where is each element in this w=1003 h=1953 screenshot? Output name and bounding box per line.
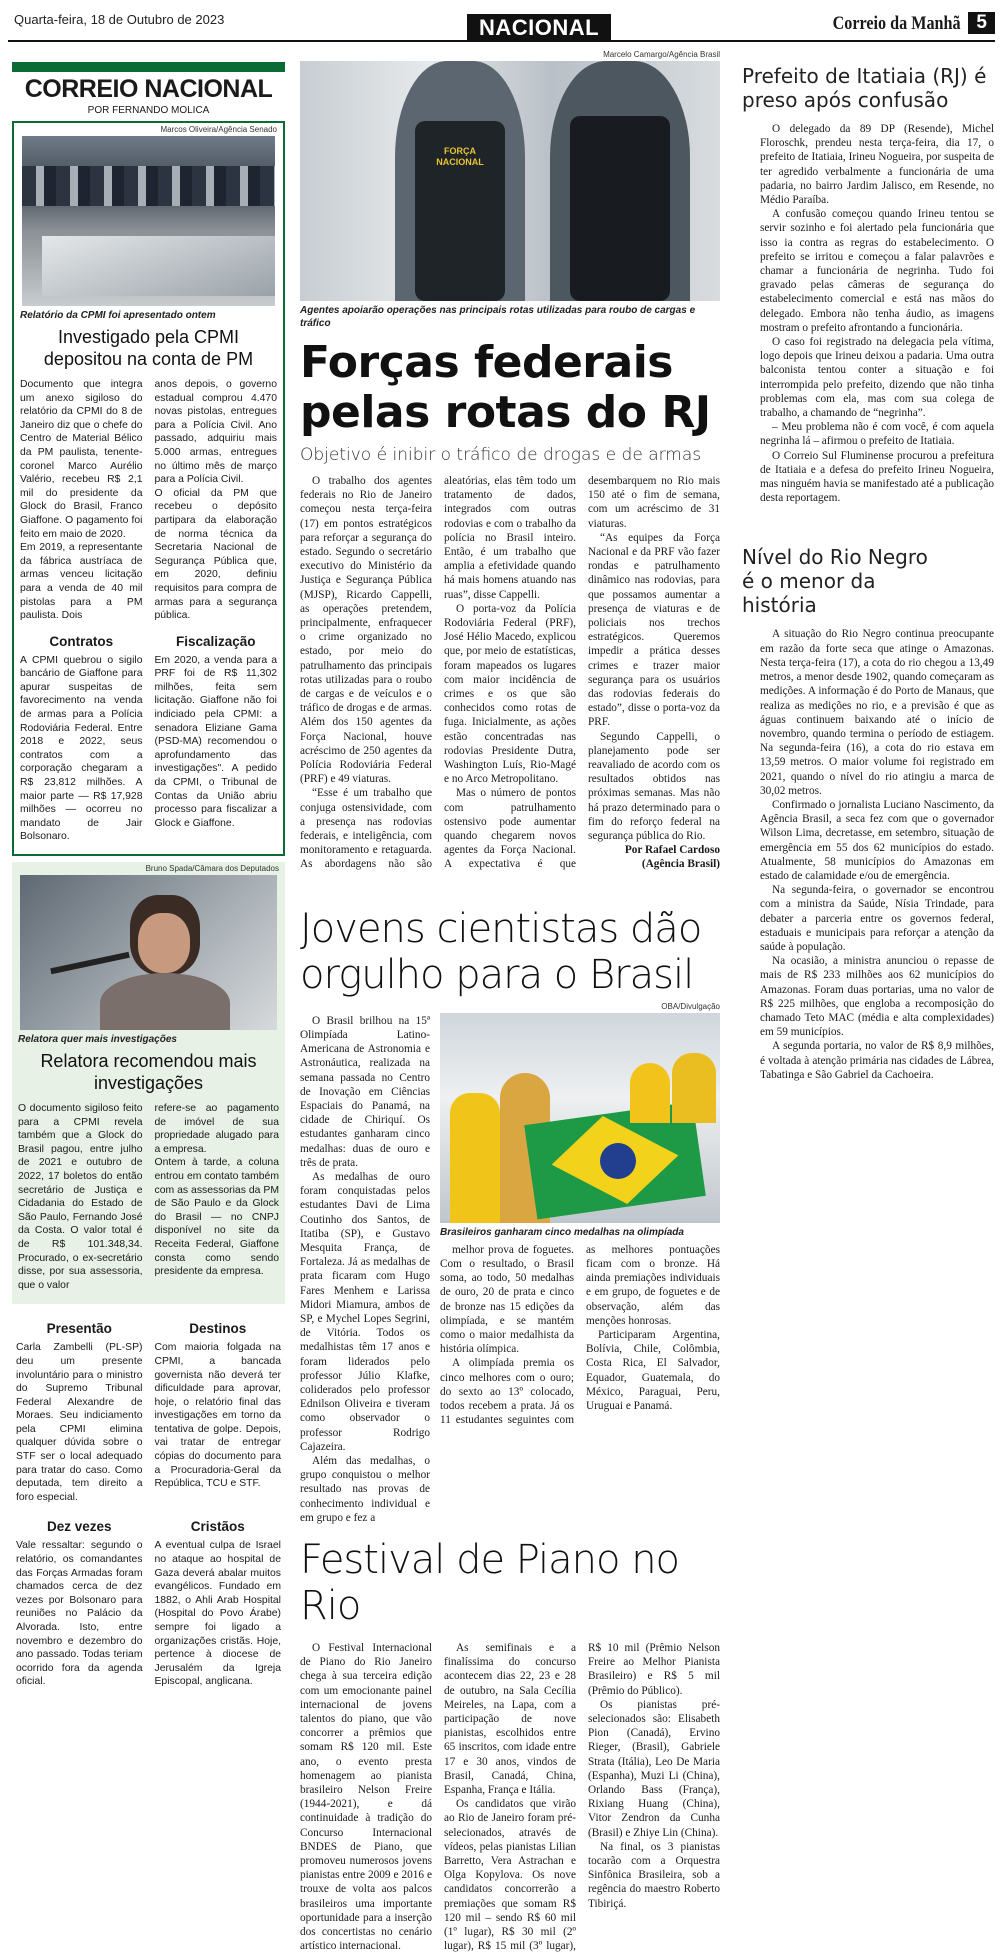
paragraph: O oficial da PM que recebeu o depósito partipara da elaboração de norma técnica da Secretaria Nacional de Segurança Pública que, em 2020, definiu requisitos para compra de armas para a segurança pública. [154,487,277,622]
paragraph: O documento sigiloso feito para a CPMI revela também que a Glock do Brasil pagou, entre julho de 2021 e outubro de 2022, 17 boletos do então secretário de Justiça e Cidadania do Estado de São Paulo, Fernando José da Costa. O valor total é de R$ 101.348,34. Procurado, o ex-secretário disse, por sua assessoria, que o valor [18,1103,143,1291]
paragraph: Com maioria folgada na CPMI, a bancada governista não deverá ter dificuldade para aprovar, hoje, o relatório final das investigações em torno da tentativa de golpe. Depois, vai tratar de entregar cópias do documento para a Procuradoria-Geral da República, TCU e STF. [154,1342,281,1490]
middle-column [300,50,720,1953]
story-text-col-b [155,1102,280,1279]
jovens-right-block [440,1002,720,1428]
paragraph: Ontem à tarde, a coluna entrou em contato também com as assessorias da PM de São Paulo e da Glock do Brasil — no CNPJ disponível no site da Receita Federal, Giaffone consta como sendo presidente da empresa. [154,1157,279,1278]
paragraph: A confusão começou quando Irineu tentou se servir sozinho e foi alertado pela funcionária que isso ia contra as regras do estabelecimento. O prefeito se irritou e começou a falar palavrões e chamar a funcionária de negrinha. Tudo foi gravado pelas câmeras de segurança do estabelecimento comercial e está nas mãos do delegado. Embora não tenha áudio, as imagens mostram o prefeito afrontando a funcionária. [760,208,994,334]
paragraph: O delegado da 89 DP (Resende), Michel Floroschk, prendeu nesta terça-feira, dia 17, o prefeito de Itatiaia, Irineu Nogueira, por suspeita de ter agredido verbalmente a funcionária de uma padaria, no bairro Jardim Jalisco, em Resende, no Médio Paraíba. [760,123,994,207]
paragraph: Mas o número de pontos com patrulhamento ostensivo pode aumentar quando chegarem novos agentes da Força Nacional. A expectativa é que desembarquem no Rio mais 150 até o fim de semana, com um acréscimo de 31 viaturas. [444,475,720,871]
photo-credit: OBA/Divulgação [661,1001,720,1011]
paragraph: A olimpíada premia os cinco melhores com o ouro; do sexto ao 13º colocado, todos recebem a prata. Já os 11 estudantes seguintes com as melhores pontuações ficam com o bronze. Há ainda premiações individuais e em grupo, de foguetes e de observação, além das menções honrosas. [440,1243,720,1427]
paragraph: Carla Zambelli (PL-SP) deu um presente involuntário para o ministro do Supremo Tribunal Federal Alexandre de Moraes. Seu indiciamento pela CPMI elimina qualquer dúvida sobre o STF ser o local adequado para tratar do caso. Como deputada, tem direito a foro especial. [16,1342,143,1503]
paragraph: Os pianistas pré-selecionados são: Elisabeth Pion (Canadá), Ervino Rieger, (Brasil), Gabriele Strata (Itália), Leo De Maria (Espanha), Muzi Li (China), Orlando Bass (França), Rixiang Huang (China), Vitor Zendron da Cunha (Brasil) e Zhiye Lin (China). [588,1698,720,1839]
paragraph: O Correio Sul Fluminense procurou a prefeitura de Itatiaia e a defesa do prefeito Irineu Nogueira, mas ninguém havia se manifestado até a publicação desta reportagem. [760,449,994,505]
story-headline: Jovens cientistas dão orgulho para o Brasil [300,905,702,998]
paragraph: Na ocasião, a ministra anunciou o repasse de mais de R$ 233 milhões aos 62 municípios do Amazonas. Foram duas portarias, uma no valor de R$ 225 milhões, que engloba a recomposição do chamado Teto MAC (média e alta complexidades) em 59 municípios. [760,955,994,1039]
story-headline: Investigado pela CPMI depositou na conta de PM [43,327,254,369]
vest-label: FORÇA NACIONAL [436,146,484,167]
note-cristaos [155,1516,282,1689]
paragraph: Em 2019, a representante da fábrica austríaca de armas venceu licitação para a venda de 40 mil pistolas para a PM paulista. Dois [20,542,143,622]
paragraph: melhor prova de foguetes. Com o resultado, o Brasil soma, ao todo, 50 medalhas de ouro, 20 de prata e cinco de bronze nas 15 edições da olimpíada, e se mantém como o maior medalhista da história olímpica. [440,1243,574,1356]
column-green-bar [12,62,285,72]
paragraph: refere-se ao pagamento de imóvel de sua propriedade alugado para a empresa. [154,1103,279,1155]
column-story-1 [12,121,285,856]
prefeito-text [760,122,994,505]
subsection-contratos [20,631,143,844]
relatora-photo [20,875,277,1030]
story-text-col-a [18,1102,143,1292]
paragraph: O Brasil brilhou na 15ª Olimpíada Latino-Americana de Astronomia e Astronáutica, realizada na semana passada no Centro de Inovação em Ciências Espaciais do Panamá, na cidade de Chiriquí. Os estudantes ganharam cinco medalhas: duas de ouro e três de prata. [300,1014,430,1169]
rionegro-text [760,627,994,1082]
federal-agents-photo [300,61,720,301]
story-text-col-a [20,378,143,623]
note-destinos [155,1318,282,1491]
paragraph: Além das medalhas, o grupo conquistou o melhor resultado nas provas de conhecimento individual e em grupo e fez a [300,1454,430,1524]
edition-date: Quarta-feira, 18 de Outubro de 2023 [14,12,225,27]
story-text-col-b [155,378,278,623]
paragraph: Vale ressaltar: segundo o relatório, os comandantes das Forças Armadas foram chamados cerca de dez vezes por Bolsonaro para reuniões no Palácio da Alvorada. Isto, entre novembro e dezembro do ano passado. Todas teriam ocorrido fora da agenda oficial. [16,1540,143,1688]
paragraph: “Esse é um trabalho que conjuga ostensividade, com a presença nas rodovias federais, e inteligência, com monitoramento e retaguarda. As abordagens não são aleatórias, elas têm todo um tratamento de dados, integrados com outras rodovias e com o trabalho da polícia no Brasil inteiro. Então, é um trabalho que amplia a efetividade quando há mais homens atuando nas ruas”, disse Cappelli. [300,475,576,871]
page-number: 5 [968,12,995,34]
jovens-text-left [300,1002,430,1525]
students-photo [440,1013,720,1223]
section-label: NACIONAL [467,14,611,42]
paragraph: Confirmado o jornalista Luciano Nascimento, da Agência Brasil, a seca fez com que o governador Wilson Lima, decretasse, em setembro, situação de emergência em 55 dos 62 municípios do estado. Atualmente, 58 municípios do Amazonas em estado de calamidade e/ou de emergência. [760,798,994,882]
paragraph: As semifinais e a finalíssima do concurso acontecem dias 22, 23 e 28 de outubro, na Sala Cecília Meireles, na Lapa, com a participação de nove pianistas, escolhidos entre 65 inscritos, com idade entre 17 e 30 anos, vindos de Brasil, Canadá, China, Espanha, França e Itália. [444,1642,576,1797]
cpmi-photo [22,136,275,306]
paragraph: Na final, os 3 pianistas tocarão com a Orquestra Sinfônica Brasileira, sob a regência do maestro Roberto Tibiriçá. [588,1840,720,1910]
paragraph: As medalhas de ouro foram conquistadas pelos estudantes Davi de Lima Coutinho dos Santos, de Itatiba (SP), e Gustavo Mesquita França, de Fortaleza. Já as medalhas de prata ficaram com Hugo Fares Menhem e Larissa Midori Miamura, ambos de SP, e Mychel Lopes Segrini, de Vitória. Todos os medalhistas têm 17 anos e foram liderados pelo professor Júlio Klafke, coliderados pelo professor Ednilson Oliveira e tiveram como observador o professor Rodrigo Cajazeira. [300,1170,430,1453]
paragraph: O Festival Internacional de Piano do Rio Janeiro chega à sua terceira edição com um emocionante painel internacional de jovens talentos do piano, que vão concorrer a prêmios que somam R$ 120 mil. Este ano, o evento presta homenagem ao pianista brasileiro Nelson Freire (1944-2021), e dá continuidade à tradição do Concurso Internacional BNDES de Piano, que promoveu numerosos jovens pianistas entre 2009 e 2016 e trouxe de volta aos palcos brasileiros uma importante oportunidade para a inserção dos concertistas no cenário artístico internacional. [300,1642,432,1953]
photo-credit: Bruno Spada/Câmara dos Deputados [145,864,279,873]
paragraph: – Meu problema não é com você, é com aquela negrinha lá – afirmou o prefeito de Itatiaia. [760,421,994,448]
subsection-text [20,654,143,844]
paragraph: Segundo Cappelli, o planejamento pode ser reavaliado de acordo com os resultados obtidos nas próximas semanas. Mas não há prazo determinado para o fim do reforço federal na segurança pública do Rio. [588,730,720,843]
note-presentao [16,1318,143,1504]
note-text [155,1341,282,1491]
subsection-text [155,654,278,831]
byline-agency: (Agência Brasil) [641,858,720,871]
subhead: Contratos [49,633,114,649]
note-title: Cristãos [190,1519,245,1535]
photo-credit: Marcos Oliveira/Agência Senado [160,125,277,134]
paragraph: Documento que integra um anexo sigiloso do relatório da CPMI do 8 de Janeiro diz que o chefe do Centro de Material Bélico da PM paulista, tenente-coronel Marco Aurélio Valério, recebeu R$ 2,1 mil do presidente da Glock do Brasil, Franco Giaffone. O pagamento foi feito em maio de 2020. [20,379,143,540]
note-text [155,1539,282,1689]
right-column [742,64,994,1082]
story-headline: Forças federais pelas rotas do RJ [300,337,711,438]
paragraph: anos depois, o governo estadual comprou 4.470 novas pistolas, entregues para a Polícia Civil. Ano passado, adquiriu mais 5.000 armas, entregues no último mês de março para a Polícia Civil. [154,379,277,486]
note-text [16,1341,143,1504]
newspaper-logo: Correio da Manhã [832,13,961,34]
forcas-body [300,474,720,872]
photo-credit: Marcelo Camargo/Agência Brasil [603,50,720,59]
story-headline: Relatora recomendou mais investigações [40,1051,257,1093]
photo-caption: Brasileiros ganharam cinco medalhas na olimpíada [440,1226,684,1238]
photo-caption: Relatório da CPMI foi apresentado ontem [20,310,216,321]
subsection-fiscalizacao [155,631,278,831]
note-text [16,1539,143,1689]
byline: Por Rafael Cardoso [624,844,720,857]
subhead: Fiscalização [175,633,256,649]
jovens-text-right [440,1243,720,1428]
paragraph: A CPMI quebrou o sigilo bancário de Giaffone para apurar suspeitas de favorecimento na venda de armas para a Polícia Rodoviária Federal. Entre 2018 e 2022, seus contratos com a corporação chegaram a R$ 23,812 milhões. A maior parte — R$ 17,928 milhões — ocorreu no mandato de Jair Bolsonaro. [20,654,143,843]
column-author: POR FERNANDO MOLICA [87,105,210,116]
paragraph: O trabalho dos agentes federais no Rio de Janeiro começou nesta terça-feira (17) em pontos estratégicos para reforçar a segurança do estado. Segundo o secretário executivo do Ministério da Justiça e Segurança Pública (MJSP), Ricardo Cappelli, as operações pretendem, principalmente, enfraquecer o crime organizado no estado, por meio do patrulhamento das principais rotas utilizadas para o roubo de cargas e de veículos e o tráfico de drogas e de armas. Além dos 150 agentes da Força Nacional, houve acréscimo de 250 agentes da Polícia Rodoviária Federal (PRF) e 49 viaturas. [300,475,432,786]
photo-caption: Relatora quer mais investigações [18,1034,177,1045]
piano-text [300,1641,720,1953]
column-title: CORREIO NACIONAL [24,75,273,103]
paragraph: A segunda portaria, no valor de R$ 8,9 milhões, é voltada à atenção primária nas cidades de Lábrea, Tabatinga e São Gabriel da Cachoeira. [760,1040,994,1081]
note-title: Destinos [189,1321,247,1337]
paragraph: A eventual culpa de Israel no ataque ao hospital de Gaza deverá abalar muitos evangélicos. Fundado em 1882, o Ahli Arab Hospital (Hospital do Povo Árabe) sempre foi ligado a organizações cristãs. Hoje, pertence à diocese de Jerusalém da Igreja Episcopal, anglicana. [154,1540,281,1688]
paragraph: A situação do Rio Negro continua preocupante em razão da forte seca que atinge o Amazonas. Nesta terça-feira (17), a cota do rio chegou a 13,49 metros, a menor desde 1902, quando começaram as medições. A informação é do Porto de Manaus, que realiza as medições no rio, e a previsão é que as águas continuem baixando até o início de novembro, quando termina o período de estiagem. Na segunda-feira (16), a cota do rio estava em 13,59 metros. O maior volume foi registrado em 2021, quando o nível do rio atingiu a marca de 30,02 metros. [760,628,994,797]
story-text [300,474,720,872]
note-dez-vezes [16,1516,143,1689]
paragraph: Em 2020, a venda para a PRF foi de R$ 11,302 milhões, feita sem licitação. Giaffone não foi indiciado pela CPMI: a senadora Eliziane Gama (PSD-MA) recomendou o aprofundamento das investigações". A pedido da CPMI, o Tribunal de Contas da União abriu processo para fiscalizar a Glock e Giaffone. [154,654,277,829]
paragraph: Participaram Argentina, Bolívia, Chile, Colômbia, Costa Rica, El Salvador, Equador, Guatemala, do México, Paraguai, Peru, Uruguai e Panamá. [586,1328,720,1412]
paragraph: Na segunda-feira, o governador se encontrou com a ministra da Saúde, Nísia Trindade, para debater a parceria entre os governos federal, estaduais e municipais para reforçar a atenção da saúde à população. [760,884,994,953]
story-headline: Nível do Rio Negro é o menor da história [742,545,928,618]
paragraph: O porta-voz da Polícia Rodoviária Federal (PRF), José Hélio Macedo, explicou que, por meio de estatísticas, foram mapeados os lugares com maior incidência de crimes e os que são conhecidos como rotas de fuga. Inicialmente, as ações estão concentradas nas rodovias Presidente Dutra, Washington Luís, Rio-Magé e no Arco Metropolitano. [444,602,576,786]
story-headline: Festival de Piano no Rio [300,1537,680,1629]
note-title: Dez vezes [46,1519,112,1535]
column-story-2 [12,862,285,1304]
story-subtitle: Objetivo é inibir o tráfico de drogas e de armas [300,445,702,465]
story-headline: Prefeito de Itatiaia (RJ) é preso após confusão [742,64,987,112]
paragraph: O caso foi registrado na delegacia pela vítima, logo depois que Irineu deixou a padaria. Uma outra balconista tentou conter a situação e foi interrompida pelo prefeito, dizendo que não tinha problemas com ela, mas com sua colega de trabalho, a chamando de “negrinha”. [760,336,994,420]
header-rule [8,40,995,42]
left-column [12,62,285,1689]
photo-caption: Agentes apoiarão operações nas principais rotas utilizadas para roubo de cargas e tráfico [300,305,696,329]
column-notes [12,1304,285,1689]
paragraph: Os candidatos que virão ao Rio de Janeiro foram pré-selecionados, através de vídeos, pelas pianistas Lilian Barretto, Vera Astrachan e Olga Kopylova. Os nove candidatos concorrerão a premiações que somam R$ 120 mil – sendo R$ 60 mil (1º lugar), R$ 30 mil (2º lugar), R$ 15 mil (3º lugar), R$ 10 mil (Prêmio Nelson Freire ao Melhor Pianista Brasileiro) e R$ 5 mil (Prêmio do Público). [444,1642,720,1953]
note-title: Presentão [46,1321,112,1337]
jovens-story [300,1002,720,1525]
paragraph: “As equipes da Força Nacional e da PRF vão fazer rondas e patrulhamento dinâmico nas rodovias, para que possamos aumentar a presença de viaturas e de policiais nos trechos estratégicos. Queremos impedir a prática desses crimes e trazer maior segurança para os usuários das rodovias federais do estado”, disse o porta-voz da PRF. [588,531,720,729]
